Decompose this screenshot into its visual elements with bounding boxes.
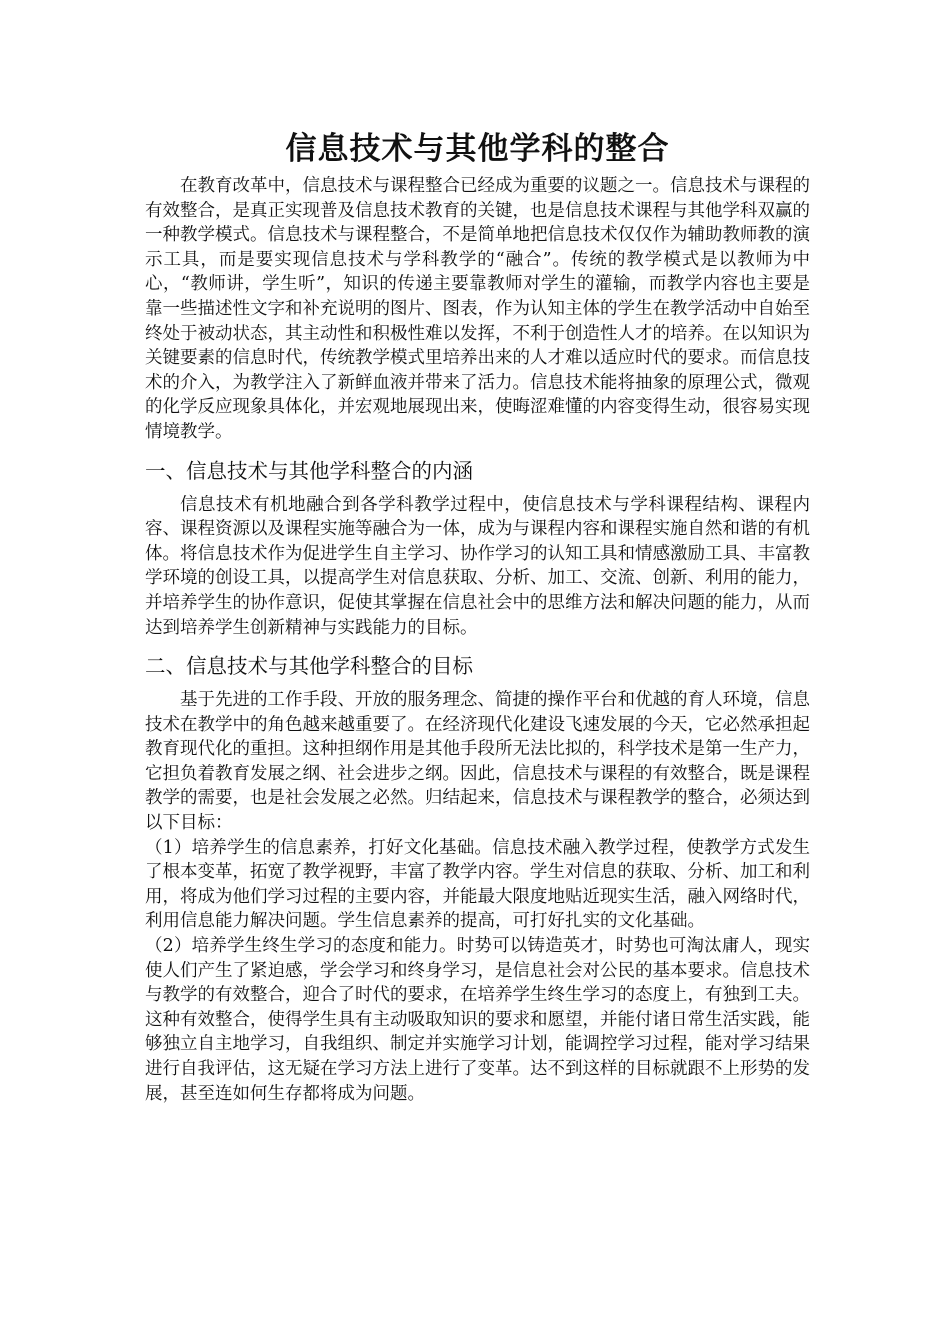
section-2-heading: 二、信息技术与其他学科整合的目标 bbox=[145, 654, 473, 679]
document-page bbox=[145, 128, 810, 1106]
section-2-paragraph: 基于先进的工作手段、开放的服务理念、简捷的操作平台和优越的育人环境，信息技术在教学中的角色越来越重要了。在经济现代化建设飞速发展的今天，它必然承担起教育现代化的重担。这种担纲作用是其他手段所无法比拟的，科学技术是第一生产力，它担负着教育发展之纲、社会进步之纲。因此，信息技术与课程的有效整合，既是课程教学的需要，也是社会发展之必然。归结起来，信息技术与课程教学的整合，必须达到以下目标： bbox=[145, 690, 810, 834]
document-title: 信息技术与其他学科的整合 bbox=[285, 131, 670, 167]
goal-item-1: （1）培养学生的信息素养，打好文化基础。信息技术融入教学过程，使教学方式发生了根本变革，拓宽了教学视野，丰富了教学内容。学生对信息的获取、分析、加工和利用，将成为他们学习过程的主要内容，并能最大限度地贴近现实生活，融入网络时代，利用信息能力解决问题。学生信息素养的提高，可打好扎实的文化基础。 bbox=[145, 837, 810, 932]
section-1-heading: 一、信息技术与其他学科整合的内涵 bbox=[145, 458, 473, 483]
intro-paragraph: 在教育改革中，信息技术与课程整合已经成为重要的议题之一。信息技术与课程的有效整合，是真正实现普及信息技术教育的关键，也是信息技术课程与其他学科双赢的一种教学模式。信息技术与课程整合，不是简单地把信息技术仅仅作为辅助教师教的演示工具，而是要实现信息技术与学科教学的“融合”。传统的教学模式是以教师为中心，“教师讲，学生听”，知识的传递主要靠教师对学生的灌输，而教学内容也主要是靠一些描述性文字和补充说明的图片、图表，作为认知主体的学生在教学活动中自始至终处于被动状态，其主动性和积极性难以发挥，不利于创造性人才的培养。在以知识为关键要素的信息时代，传统教学模式里培养出来的人才难以适应时代的要求。而信息技术的介入，为教学注入了新鲜血液并带来了活力。信息技术能将抽象的原理公式，微观的化学反应现象具体化，并宏观地展现出来，使晦涩难懂的内容变得生动，很容易实现情境教学。 bbox=[145, 176, 810, 442]
goal-item-2: （2）培养学生终生学习的态度和能力。时势可以铸造英才，时势也可淘汰庸人，现实使人们产生了紧迫感，学会学习和终身学习，是信息社会对公民的基本要求。信息技术与教学的有效整合，迎合了时代的要求，在培养学生终生学习的态度上，有独到工夫。这种有效整合，使得学生具有主动吸取知识的要求和愿望，并能付诸日常生活实践，能够独立自主地学习，自我组织、制定并实施学习计划，能调控学习过程，能对学习结果进行自我评估，这无疑在学习方法上进行了变革。达不到这样的目标就跟不上形势的发展，甚至连如何生存都将成为问题。 bbox=[145, 936, 810, 1104]
section-1-paragraph: 信息技术有机地融合到各学科教学过程中，使信息技术与学科课程结构、课程内容、课程资源以及课程实施等融合为一体，成为与课程内容和课程实施自然和谐的有机体。将信息技术作为促进学生自主学习、协作学习的认知工具和情感激励工具、丰富教学环境的创设工具，以提高学生对信息获取、分析、加工、交流、创新、利用的能力，并培养学生的协作意识，促使其掌握在信息社会中的思维方法和解决问题的能力，从而达到培养学生创新精神与实践能力的目标。 bbox=[145, 494, 810, 638]
